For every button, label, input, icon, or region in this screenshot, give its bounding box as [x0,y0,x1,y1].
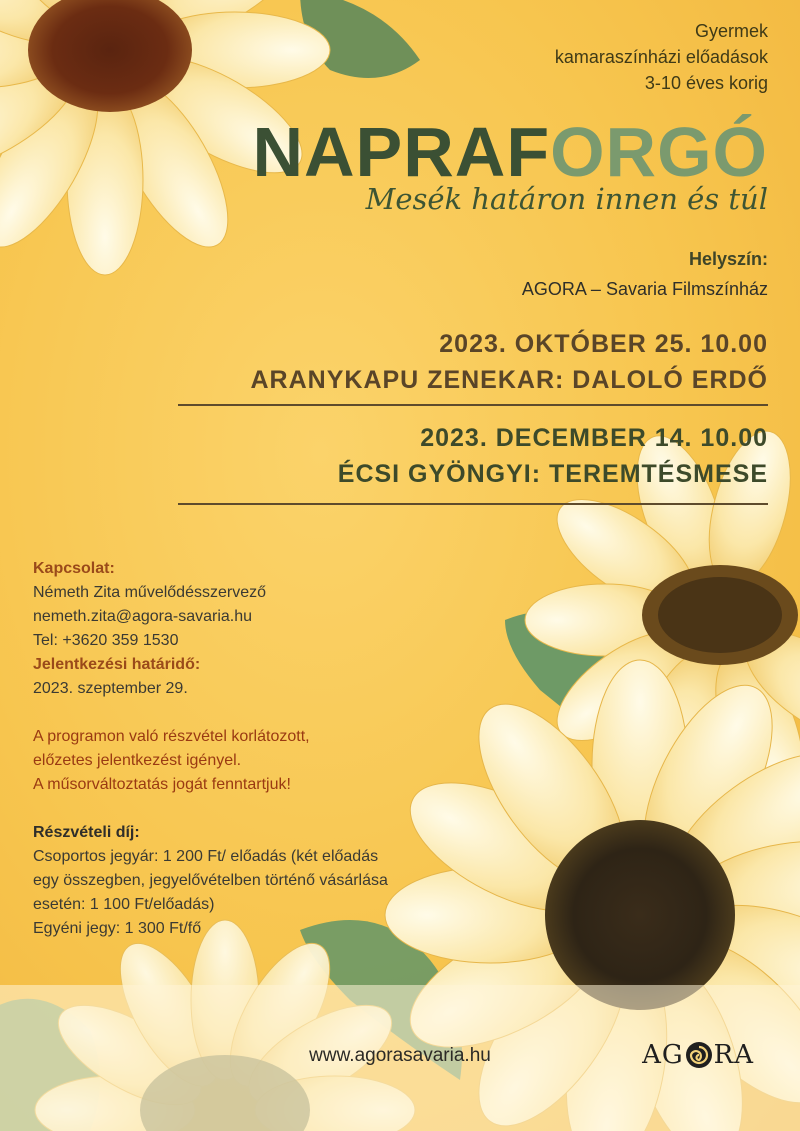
fee-line: esetén: 1 100 Ft/előadás) [33,896,215,913]
title-part-light: ORGÓ [550,113,768,191]
deadline-date: 2023. szeptember 29. [33,680,188,697]
event-name: ARANYKAPU ZENEKAR: DALOLÓ ERDŐ [250,366,768,394]
contact-person: Németh Zita művelődésszervező [33,584,266,601]
event-name: ÉCSI GYÖNGYI: TEREMTÉSMESE [337,460,768,488]
intro-line: kamaraszínházi előadások [554,47,768,67]
divider [178,503,768,505]
event-2 [338,420,768,492]
page-title [252,112,768,192]
contact-email[interactable]: nemeth.zita@agora-savaria.hu [33,608,253,625]
logo-text-right: RA [713,1040,754,1070]
logo-text-left: AG [642,1040,684,1070]
contact-block [33,557,388,941]
agora-logo [642,1040,754,1070]
divider [178,404,768,406]
intro-line: 3-10 éves korig [644,73,768,93]
title-part-dark: NAPRAF [252,113,551,191]
fee-line: Csoportos jegyár: 1 200 Ft/ előadás (két előadás [33,848,379,865]
intro-line: Gyermek [694,21,768,41]
venue-block [522,244,768,304]
venue-label: Helyszín: [688,249,768,269]
intro-text [555,18,768,96]
notice-line: előzetes jelentkezést igényel. [33,752,242,769]
fee-line: egy összegben, jegyelővételben történő vásárlása [33,872,388,889]
fee-line: Egyéni jegy: 1 300 Ft/fő [33,920,202,937]
venue-name: AGORA – Savaria Filmszínház [521,279,768,299]
contact-phone: Tel: +3620 359 1530 [33,632,179,649]
notice-line: A programon való részvétel korlátozott, [33,728,310,745]
fee-label: Részvételi díj: [33,824,140,841]
notice-line: A műsorváltoztatás jogát fenntartjuk! [33,776,291,793]
event-1 [251,326,769,398]
spiral-icon [685,1041,713,1069]
deadline-label: Jelentkezési határidő: [33,656,201,673]
contact-label: Kapcsolat: [33,560,115,577]
event-date: 2023. OKTÓBER 25. 10.00 [439,330,768,358]
event-date: 2023. DECEMBER 14. 10.00 [420,424,768,452]
website-link[interactable]: www.agorasavaria.hu [309,1045,491,1066]
subtitle: Mesék határon innen és túl [365,182,768,216]
